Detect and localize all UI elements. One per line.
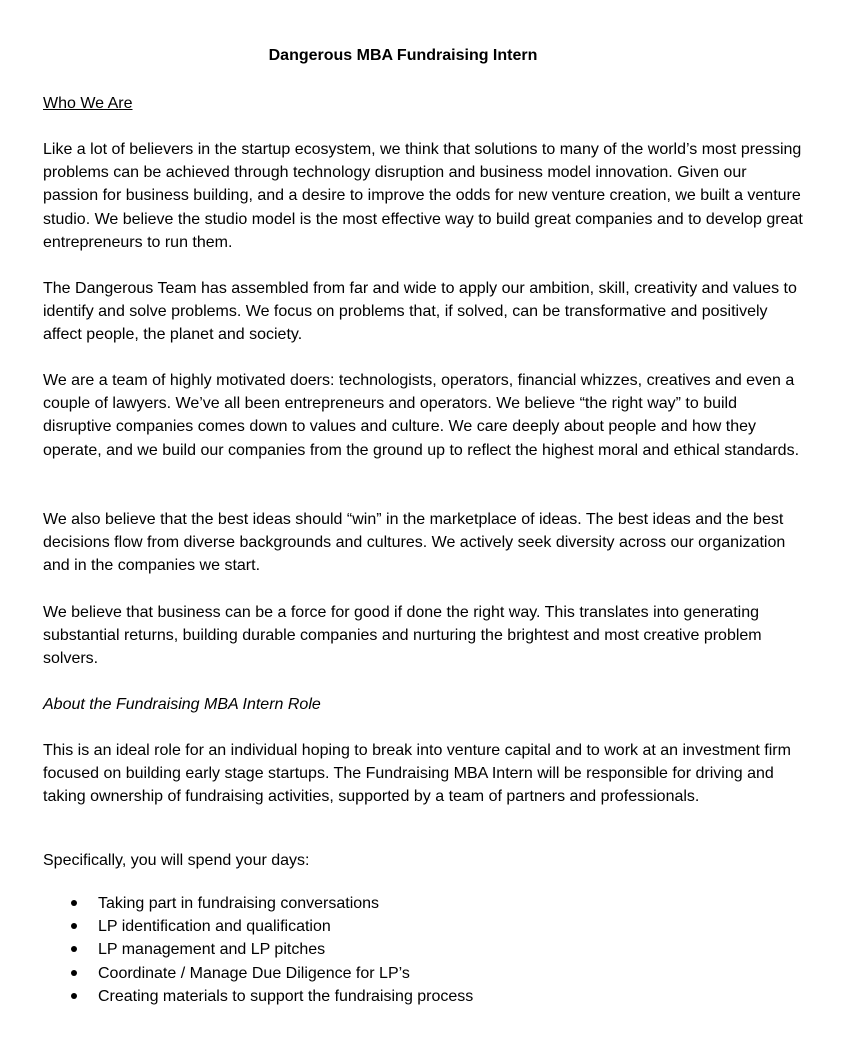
list-item-text: Taking part in fundraising conversations	[98, 895, 380, 912]
role-paragraph: This is an ideal role for an individual hoping to break into venture capital and to work at an investment firm focused on building early stage startups. The Fundraising MBA Intern will be responsible for driving and taking ownership of fundraising activities, supported by a team of partners and professionals.	[43, 742, 791, 806]
list-item	[43, 938, 803, 961]
list-item	[43, 915, 803, 938]
bullet-icon	[71, 946, 77, 952]
role-heading: About the Fundraising MBA Intern Role	[43, 696, 321, 713]
paragraph-intro: Like a lot of believers in the startup ecosystem, we think that solutions to many of the world’s most pressing problems can be achieved through technology disruption and business model innovation. Given our passion for business building, and a desire to improve the odds for new venture creation, we built a venture studio. We believe the studio model is the most effective way to build great companies and to develop great entrepreneurs to run them.	[43, 141, 803, 251]
list-item-text: Creating materials to support the fundraising process	[98, 987, 474, 1005]
document-title: Dangerous MBA Fundraising Intern	[268, 47, 538, 64]
paragraph-doers: We are a team of highly motivated doers: technologists, operators, financial whizzes, creatives and even a couple of lawyers. We’ve all been entrepreneurs and operators. We believe “the right way” to build disruptive companies comes down to values and culture. We care deeply about people and how they operate, and we build our companies from the ground up to reflect the highest moral and ethical standards.	[43, 372, 800, 459]
who-we-are-heading: Who We Are	[43, 95, 133, 112]
paragraph-team: The Dangerous Team has assembled from far and wide to apply our ambition, skill, creativity and values to identify and solve problems. We focus on problems that, if solved, can be transformative and positively affect people, the planet and society.	[43, 280, 797, 344]
list-item-text: LP management and LP pitches	[98, 941, 326, 959]
bullet-icon	[71, 993, 77, 999]
specifically-intro: Specifically, you will spend your days:	[43, 852, 310, 869]
responsibilities-list	[43, 892, 803, 1008]
bullet-icon	[71, 923, 77, 929]
list-item	[43, 962, 803, 985]
paragraph-force-for-good: We believe that business can be a force for good if done the right way. This translates into generating substantial returns, building durable companies and nurturing the brightest and most creative problem solvers.	[43, 604, 762, 668]
list-item	[43, 985, 803, 1008]
bullet-icon	[71, 900, 77, 906]
list-item-text: LP identification and qualification	[98, 918, 331, 936]
list-item-text: Coordinate / Manage Due Diligence for LP’s	[98, 964, 410, 982]
paragraph-ideas: We also believe that the best ideas should “win” in the marketplace of ideas. The best ideas and the best decisions flow from diverse backgrounds and cultures. We actively seek diversity across our organization and in the companies we start.	[43, 511, 786, 575]
list-item	[43, 892, 803, 915]
bullet-icon	[71, 970, 77, 976]
